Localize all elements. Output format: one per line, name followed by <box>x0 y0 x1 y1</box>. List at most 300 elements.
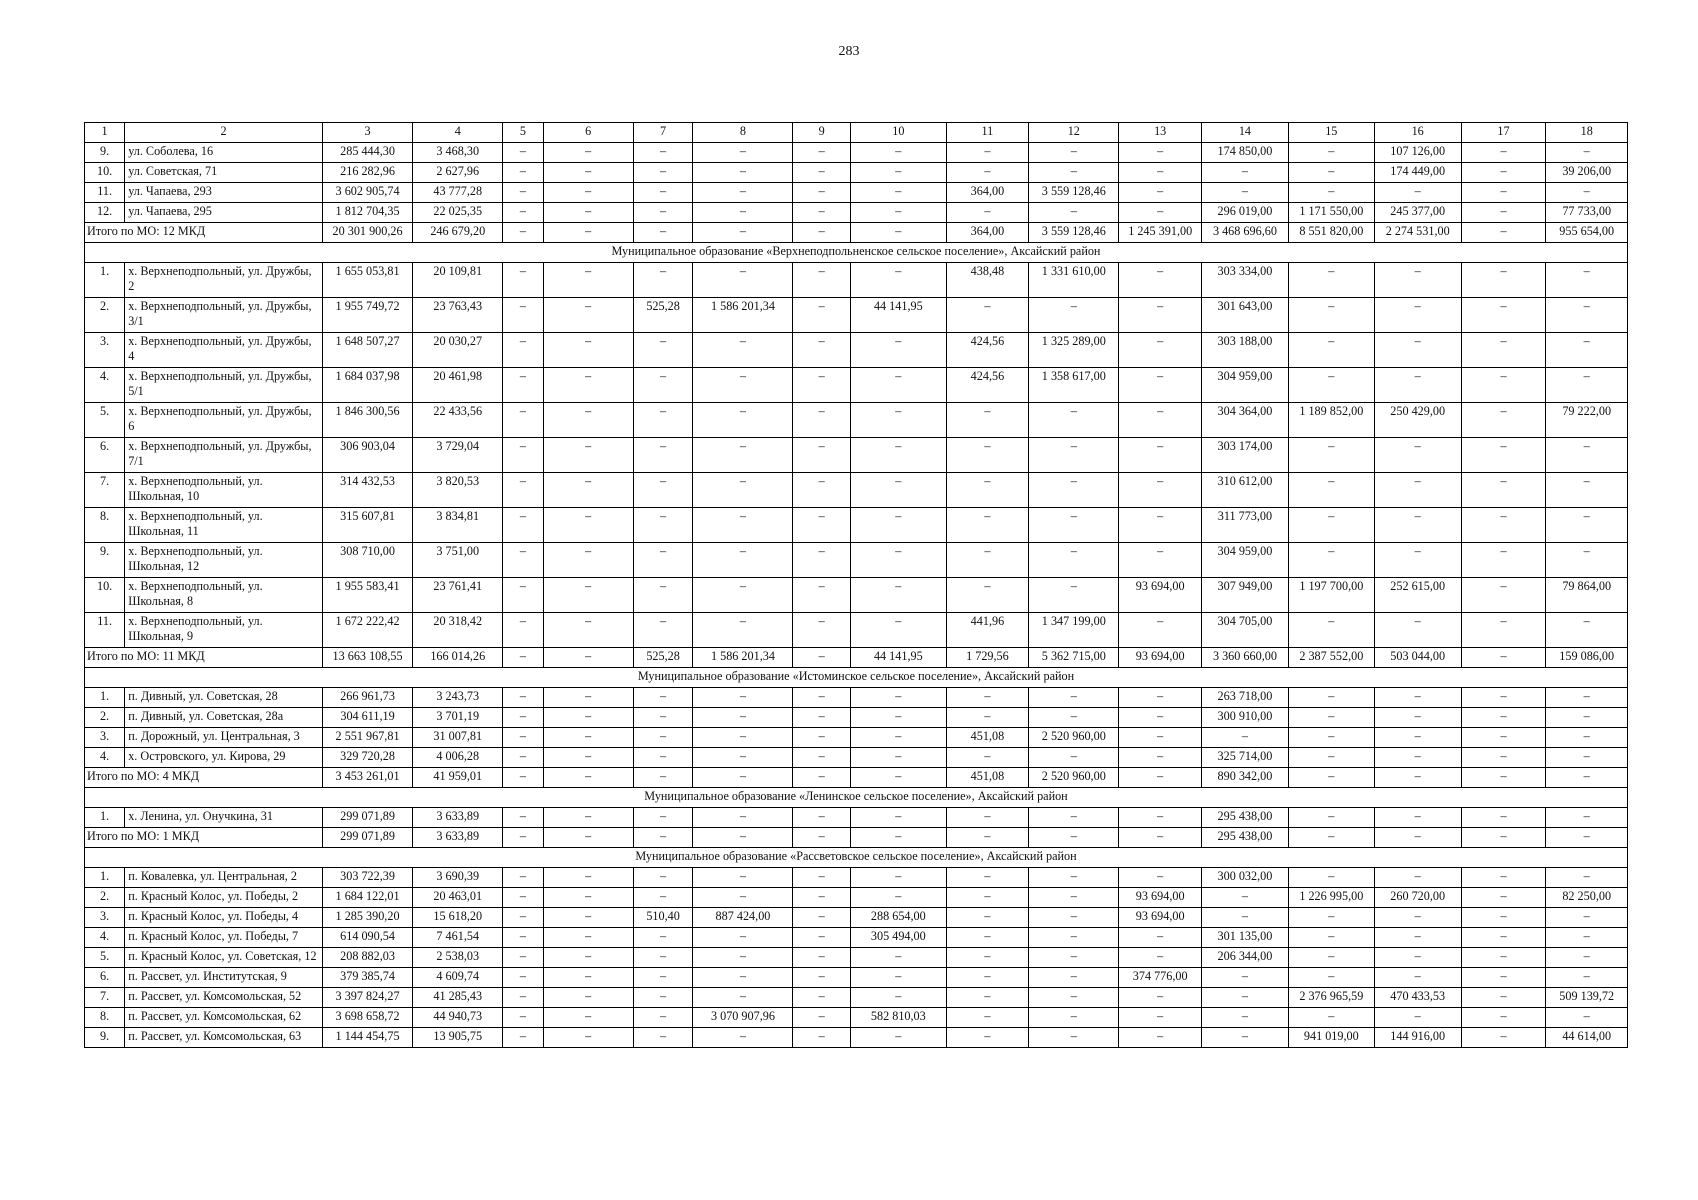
value-cell: 246 679,20 <box>413 223 503 243</box>
value-cell: – <box>851 438 947 473</box>
value-cell: – <box>1288 948 1374 968</box>
value-cell: – <box>633 708 693 728</box>
value-cell: – <box>1288 688 1374 708</box>
value-cell: 93 694,00 <box>1119 888 1202 908</box>
value-cell: 245 377,00 <box>1374 203 1461 223</box>
row-number: 8. <box>85 508 125 543</box>
value-cell: 252 615,00 <box>1374 578 1461 613</box>
value-cell: – <box>693 438 793 473</box>
value-cell: 3 559 128,46 <box>1029 183 1119 203</box>
address-cell: х. Верхнеподпольный, ул. Дружбы, 5/1 <box>125 368 323 403</box>
value-cell: – <box>1461 1028 1546 1048</box>
address-cell: п. Красный Колос, ул. Советская, 12 <box>125 948 323 968</box>
value-cell: – <box>1374 828 1461 848</box>
value-cell: – <box>1119 183 1202 203</box>
value-cell: – <box>1374 613 1461 648</box>
value-cell: – <box>851 868 947 888</box>
value-cell: – <box>1461 988 1546 1008</box>
address-cell: п. Ковалевка, ул. Центральная, 2 <box>125 868 323 888</box>
address-cell: х. Ленина, ул. Онучкина, 31 <box>125 808 323 828</box>
table-row <box>85 203 1628 223</box>
value-cell: – <box>1288 263 1374 298</box>
value-cell: – <box>693 988 793 1008</box>
table-row <box>85 613 1628 648</box>
value-cell: – <box>633 928 693 948</box>
total-row <box>85 828 1628 848</box>
table-row <box>85 988 1628 1008</box>
value-cell: 2 520 960,00 <box>1029 728 1119 748</box>
table-row <box>85 508 1628 543</box>
value-cell: 509 139,72 <box>1546 988 1628 1008</box>
value-cell: – <box>793 648 851 668</box>
value-cell: 4 609,74 <box>413 968 503 988</box>
value-cell: – <box>1288 828 1374 848</box>
value-cell: – <box>1029 948 1119 968</box>
value-cell: – <box>543 403 633 438</box>
value-cell: – <box>793 333 851 368</box>
value-cell: – <box>1029 298 1119 333</box>
value-cell: 3 834,81 <box>413 508 503 543</box>
row-number: 6. <box>85 968 125 988</box>
value-cell: – <box>1288 968 1374 988</box>
value-cell: – <box>1461 143 1546 163</box>
value-cell: 325 714,00 <box>1201 748 1288 768</box>
value-cell: 1 684 122,01 <box>322 888 412 908</box>
value-cell: – <box>793 928 851 948</box>
value-cell: 43 777,28 <box>413 183 503 203</box>
value-cell: – <box>633 968 693 988</box>
address-cell: п. Рассвет, ул. Комсомольская, 52 <box>125 988 323 1008</box>
value-cell: 296 019,00 <box>1201 203 1288 223</box>
value-cell: 3 360 660,00 <box>1201 648 1288 668</box>
value-cell: – <box>503 263 543 298</box>
value-cell: 174 850,00 <box>1201 143 1288 163</box>
value-cell: 144 916,00 <box>1374 1028 1461 1048</box>
value-cell: – <box>1119 368 1202 403</box>
value-cell: – <box>946 928 1029 948</box>
value-cell: – <box>1029 508 1119 543</box>
value-cell: – <box>946 543 1029 578</box>
value-cell: – <box>793 578 851 613</box>
value-cell: 93 694,00 <box>1119 908 1202 928</box>
column-number: 15 <box>1288 123 1374 143</box>
section-heading: Муниципальное образование «Верхнеподпольненское сельское поселение», Аксайский район <box>85 243 1628 263</box>
value-cell: – <box>946 438 1029 473</box>
value-cell: – <box>1546 438 1628 473</box>
value-cell: – <box>1546 613 1628 648</box>
value-cell: – <box>1201 1028 1288 1048</box>
value-cell: – <box>1029 928 1119 948</box>
value-cell: – <box>1546 508 1628 543</box>
address-cell: х. Верхнеподпольный, ул. Школьная, 10 <box>125 473 323 508</box>
value-cell: – <box>1119 808 1202 828</box>
value-cell: – <box>503 968 543 988</box>
value-cell: – <box>543 368 633 403</box>
value-cell: – <box>1461 828 1546 848</box>
column-number: 17 <box>1461 123 1546 143</box>
value-cell: – <box>1029 988 1119 1008</box>
row-number: 3. <box>85 728 125 748</box>
value-cell: 2 551 967,81 <box>322 728 412 748</box>
value-cell: – <box>1461 888 1546 908</box>
value-cell: 374 776,00 <box>1119 968 1202 988</box>
value-cell: – <box>543 1008 633 1028</box>
value-cell: – <box>1374 928 1461 948</box>
value-cell: – <box>793 223 851 243</box>
column-number: 12 <box>1029 123 1119 143</box>
value-cell: – <box>793 708 851 728</box>
value-cell: – <box>693 688 793 708</box>
value-cell: 216 282,96 <box>322 163 412 183</box>
value-cell: 8 551 820,00 <box>1288 223 1374 243</box>
value-cell: – <box>793 688 851 708</box>
value-cell: – <box>851 688 947 708</box>
column-number: 1 <box>85 123 125 143</box>
value-cell: 3 243,73 <box>413 688 503 708</box>
value-cell: – <box>633 333 693 368</box>
value-cell: – <box>793 263 851 298</box>
value-cell: 1 586 201,34 <box>693 648 793 668</box>
value-cell: – <box>1119 1008 1202 1028</box>
value-cell: – <box>693 403 793 438</box>
value-cell: – <box>693 143 793 163</box>
value-cell: – <box>851 183 947 203</box>
value-cell: – <box>1201 968 1288 988</box>
address-cell: х. Верхнеподпольный, ул. Школьная, 9 <box>125 613 323 648</box>
value-cell: – <box>1374 768 1461 788</box>
value-cell: – <box>1374 263 1461 298</box>
value-cell: 470 433,53 <box>1374 988 1461 1008</box>
value-cell: – <box>1546 368 1628 403</box>
value-cell: 3 602 905,74 <box>322 183 412 203</box>
value-cell: – <box>1029 688 1119 708</box>
value-cell: 1 655 053,81 <box>322 263 412 298</box>
total-row <box>85 223 1628 243</box>
value-cell: – <box>1201 183 1288 203</box>
value-cell: – <box>1374 543 1461 578</box>
section-row <box>85 848 1628 868</box>
value-cell: – <box>1119 403 1202 438</box>
value-cell: – <box>1119 748 1202 768</box>
value-cell: – <box>633 1008 693 1028</box>
value-cell: 300 910,00 <box>1201 708 1288 728</box>
value-cell: – <box>1029 748 1119 768</box>
value-cell: – <box>793 163 851 183</box>
value-cell: 1 648 507,27 <box>322 333 412 368</box>
value-cell: – <box>1546 298 1628 333</box>
value-cell: – <box>793 908 851 928</box>
value-cell: – <box>1546 1008 1628 1028</box>
value-cell: – <box>1461 748 1546 768</box>
value-cell: – <box>693 768 793 788</box>
value-cell: – <box>1461 968 1546 988</box>
value-cell: – <box>633 183 693 203</box>
value-cell: – <box>503 543 543 578</box>
value-cell: – <box>1461 508 1546 543</box>
value-cell: 20 461,98 <box>413 368 503 403</box>
column-number: 16 <box>1374 123 1461 143</box>
value-cell: 44 141,95 <box>851 648 947 668</box>
value-cell: – <box>1374 748 1461 768</box>
value-cell: 93 694,00 <box>1119 648 1202 668</box>
value-cell: – <box>1374 808 1461 828</box>
value-cell: – <box>1288 333 1374 368</box>
value-cell: – <box>1461 403 1546 438</box>
value-cell: – <box>851 988 947 1008</box>
value-cell: 23 763,43 <box>413 298 503 333</box>
value-cell: – <box>633 438 693 473</box>
value-cell: – <box>1461 1008 1546 1028</box>
value-cell: 3 701,19 <box>413 708 503 728</box>
value-cell: – <box>851 808 947 828</box>
row-number: 3. <box>85 333 125 368</box>
value-cell: 424,56 <box>946 333 1029 368</box>
value-cell: 31 007,81 <box>413 728 503 748</box>
table-row <box>85 1028 1628 1048</box>
value-cell: 3 559 128,46 <box>1029 223 1119 243</box>
value-cell: 20 109,81 <box>413 263 503 298</box>
value-cell: 1 729,56 <box>946 648 1029 668</box>
value-cell: – <box>1119 438 1202 473</box>
value-cell: – <box>1546 688 1628 708</box>
value-cell: – <box>693 728 793 748</box>
value-cell: 2 387 552,00 <box>1288 648 1374 668</box>
value-cell: – <box>503 988 543 1008</box>
value-cell: – <box>793 403 851 438</box>
address-cell: п. Рассвет, ул. Комсомольская, 63 <box>125 1028 323 1048</box>
value-cell: – <box>1119 828 1202 848</box>
value-cell: – <box>946 578 1029 613</box>
value-cell: 166 014,26 <box>413 648 503 668</box>
row-number: 10. <box>85 578 125 613</box>
address-cell: х. Верхнеподпольный, ул. Дружбы, 3/1 <box>125 298 323 333</box>
table-row <box>85 368 1628 403</box>
table-row <box>85 473 1628 508</box>
value-cell: – <box>503 368 543 403</box>
column-number: 5 <box>503 123 543 143</box>
section-heading: Муниципальное образование «Рассветовское сельское поселение», Аксайский район <box>85 848 1628 868</box>
value-cell: – <box>1029 1028 1119 1048</box>
total-row <box>85 648 1628 668</box>
value-cell: – <box>633 578 693 613</box>
value-cell: – <box>1119 163 1202 183</box>
value-cell: – <box>1546 748 1628 768</box>
value-cell: – <box>946 1008 1029 1028</box>
value-cell: – <box>1288 143 1374 163</box>
value-cell: 525,28 <box>633 298 693 333</box>
value-cell: – <box>1201 888 1288 908</box>
value-cell: 3 070 907,96 <box>693 1008 793 1028</box>
value-cell: – <box>633 748 693 768</box>
value-cell: 307 949,00 <box>1201 578 1288 613</box>
value-cell: – <box>633 988 693 1008</box>
table-row <box>85 968 1628 988</box>
value-cell: – <box>1288 508 1374 543</box>
value-cell: – <box>693 543 793 578</box>
value-cell: 451,08 <box>946 768 1029 788</box>
value-cell: 304 705,00 <box>1201 613 1288 648</box>
column-number: 11 <box>946 123 1029 143</box>
value-cell: – <box>543 868 633 888</box>
address-cell: ул. Соболева, 16 <box>125 143 323 163</box>
value-cell: – <box>1119 1028 1202 1048</box>
value-cell: – <box>693 748 793 768</box>
value-cell: – <box>503 298 543 333</box>
section-heading: Муниципальное образование «Ленинское сельское поселение», Аксайский район <box>85 788 1628 808</box>
value-cell: 2 274 531,00 <box>1374 223 1461 243</box>
value-cell: – <box>543 908 633 928</box>
value-cell: 438,48 <box>946 263 1029 298</box>
value-cell: 303 174,00 <box>1201 438 1288 473</box>
value-cell: – <box>693 333 793 368</box>
value-cell: – <box>1119 263 1202 298</box>
value-cell: 304 364,00 <box>1201 403 1288 438</box>
value-cell: – <box>1029 868 1119 888</box>
value-cell: 2 627,96 <box>413 163 503 183</box>
value-cell: – <box>503 648 543 668</box>
value-cell: 3 468 696,60 <box>1201 223 1288 243</box>
table-row <box>85 543 1628 578</box>
value-cell: 1 684 037,98 <box>322 368 412 403</box>
value-cell: – <box>543 988 633 1008</box>
value-cell: – <box>503 688 543 708</box>
value-cell: – <box>1546 828 1628 848</box>
value-cell: – <box>1288 473 1374 508</box>
value-cell: – <box>693 183 793 203</box>
value-cell: 44 614,00 <box>1546 1028 1628 1048</box>
value-cell: – <box>693 578 793 613</box>
value-cell: – <box>946 948 1029 968</box>
value-cell: – <box>1461 438 1546 473</box>
value-cell: – <box>503 1028 543 1048</box>
value-cell: – <box>851 508 947 543</box>
value-cell: – <box>1119 868 1202 888</box>
value-cell: – <box>946 1028 1029 1048</box>
value-cell: – <box>693 263 793 298</box>
value-cell: – <box>1119 948 1202 968</box>
value-cell: 364,00 <box>946 223 1029 243</box>
value-cell: 3 729,04 <box>413 438 503 473</box>
value-cell: – <box>1029 473 1119 508</box>
column-number: 10 <box>851 123 947 143</box>
value-cell: – <box>946 508 1029 543</box>
value-cell: 82 250,00 <box>1546 888 1628 908</box>
value-cell: – <box>851 888 947 908</box>
value-cell: – <box>543 473 633 508</box>
value-cell: – <box>693 708 793 728</box>
value-cell: – <box>946 203 1029 223</box>
value-cell: 614 090,54 <box>322 928 412 948</box>
value-cell: – <box>693 223 793 243</box>
value-cell: – <box>503 333 543 368</box>
value-cell: 503 044,00 <box>1374 648 1461 668</box>
value-cell: – <box>1461 948 1546 968</box>
value-cell: – <box>693 948 793 968</box>
value-cell: – <box>633 263 693 298</box>
value-cell: – <box>1374 508 1461 543</box>
address-cell: х. Верхнеподпольный, ул. Дружбы, 7/1 <box>125 438 323 473</box>
value-cell: 79 222,00 <box>1546 403 1628 438</box>
value-cell: – <box>1374 1008 1461 1028</box>
value-cell: – <box>946 828 1029 848</box>
value-cell: 174 449,00 <box>1374 163 1461 183</box>
value-cell: – <box>1119 143 1202 163</box>
value-cell: – <box>543 508 633 543</box>
value-cell: – <box>693 163 793 183</box>
value-cell: – <box>633 368 693 403</box>
total-label: Итого по МО: 12 МКД <box>85 223 323 243</box>
column-number: 7 <box>633 123 693 143</box>
value-cell: – <box>1288 708 1374 728</box>
value-cell: – <box>633 163 693 183</box>
value-cell: – <box>793 1008 851 1028</box>
value-cell: 451,08 <box>946 728 1029 748</box>
value-cell: – <box>1461 768 1546 788</box>
value-cell: – <box>851 333 947 368</box>
value-cell: – <box>1546 543 1628 578</box>
value-cell: – <box>793 508 851 543</box>
value-cell: – <box>503 143 543 163</box>
value-cell: 208 882,03 <box>322 948 412 968</box>
value-cell: 1 347 199,00 <box>1029 613 1119 648</box>
value-cell: 890 342,00 <box>1201 768 1288 788</box>
value-cell: 424,56 <box>946 368 1029 403</box>
row-number: 11. <box>85 613 125 648</box>
column-number: 14 <box>1201 123 1288 143</box>
value-cell: 2 376 965,59 <box>1288 988 1374 1008</box>
value-cell: – <box>1461 163 1546 183</box>
value-cell: – <box>1461 368 1546 403</box>
value-cell: – <box>1029 438 1119 473</box>
value-cell: 1 325 289,00 <box>1029 333 1119 368</box>
row-number: 9. <box>85 1028 125 1048</box>
total-label: Итого по МО: 1 МКД <box>85 828 323 848</box>
value-cell: – <box>1288 868 1374 888</box>
value-cell: 1 955 749,72 <box>322 298 412 333</box>
value-cell: – <box>543 333 633 368</box>
value-cell: 955 654,00 <box>1546 223 1628 243</box>
address-cell: х. Верхнеподпольный, ул. Дружбы, 2 <box>125 263 323 298</box>
value-cell: – <box>543 223 633 243</box>
table-row <box>85 578 1628 613</box>
value-cell: – <box>793 828 851 848</box>
value-cell: – <box>1119 613 1202 648</box>
value-cell: – <box>1288 163 1374 183</box>
total-row <box>85 768 1628 788</box>
row-number: 1. <box>85 688 125 708</box>
row-number: 5. <box>85 403 125 438</box>
value-cell: – <box>633 1028 693 1048</box>
row-number: 9. <box>85 543 125 578</box>
value-cell: – <box>1374 438 1461 473</box>
value-cell: 22 025,35 <box>413 203 503 223</box>
value-cell: – <box>946 748 1029 768</box>
value-cell: – <box>633 543 693 578</box>
value-cell: 20 318,42 <box>413 613 503 648</box>
value-cell: – <box>946 298 1029 333</box>
value-cell: – <box>503 203 543 223</box>
column-number: 18 <box>1546 123 1628 143</box>
value-cell: – <box>1119 508 1202 543</box>
value-cell: – <box>1546 948 1628 968</box>
value-cell: – <box>1461 868 1546 888</box>
row-number: 8. <box>85 1008 125 1028</box>
address-cell: п. Красный Колос, ул. Победы, 4 <box>125 908 323 928</box>
table-row <box>85 868 1628 888</box>
value-cell: – <box>503 438 543 473</box>
table-row <box>85 333 1628 368</box>
address-cell: п. Дорожный, ул. Центральная, 3 <box>125 728 323 748</box>
